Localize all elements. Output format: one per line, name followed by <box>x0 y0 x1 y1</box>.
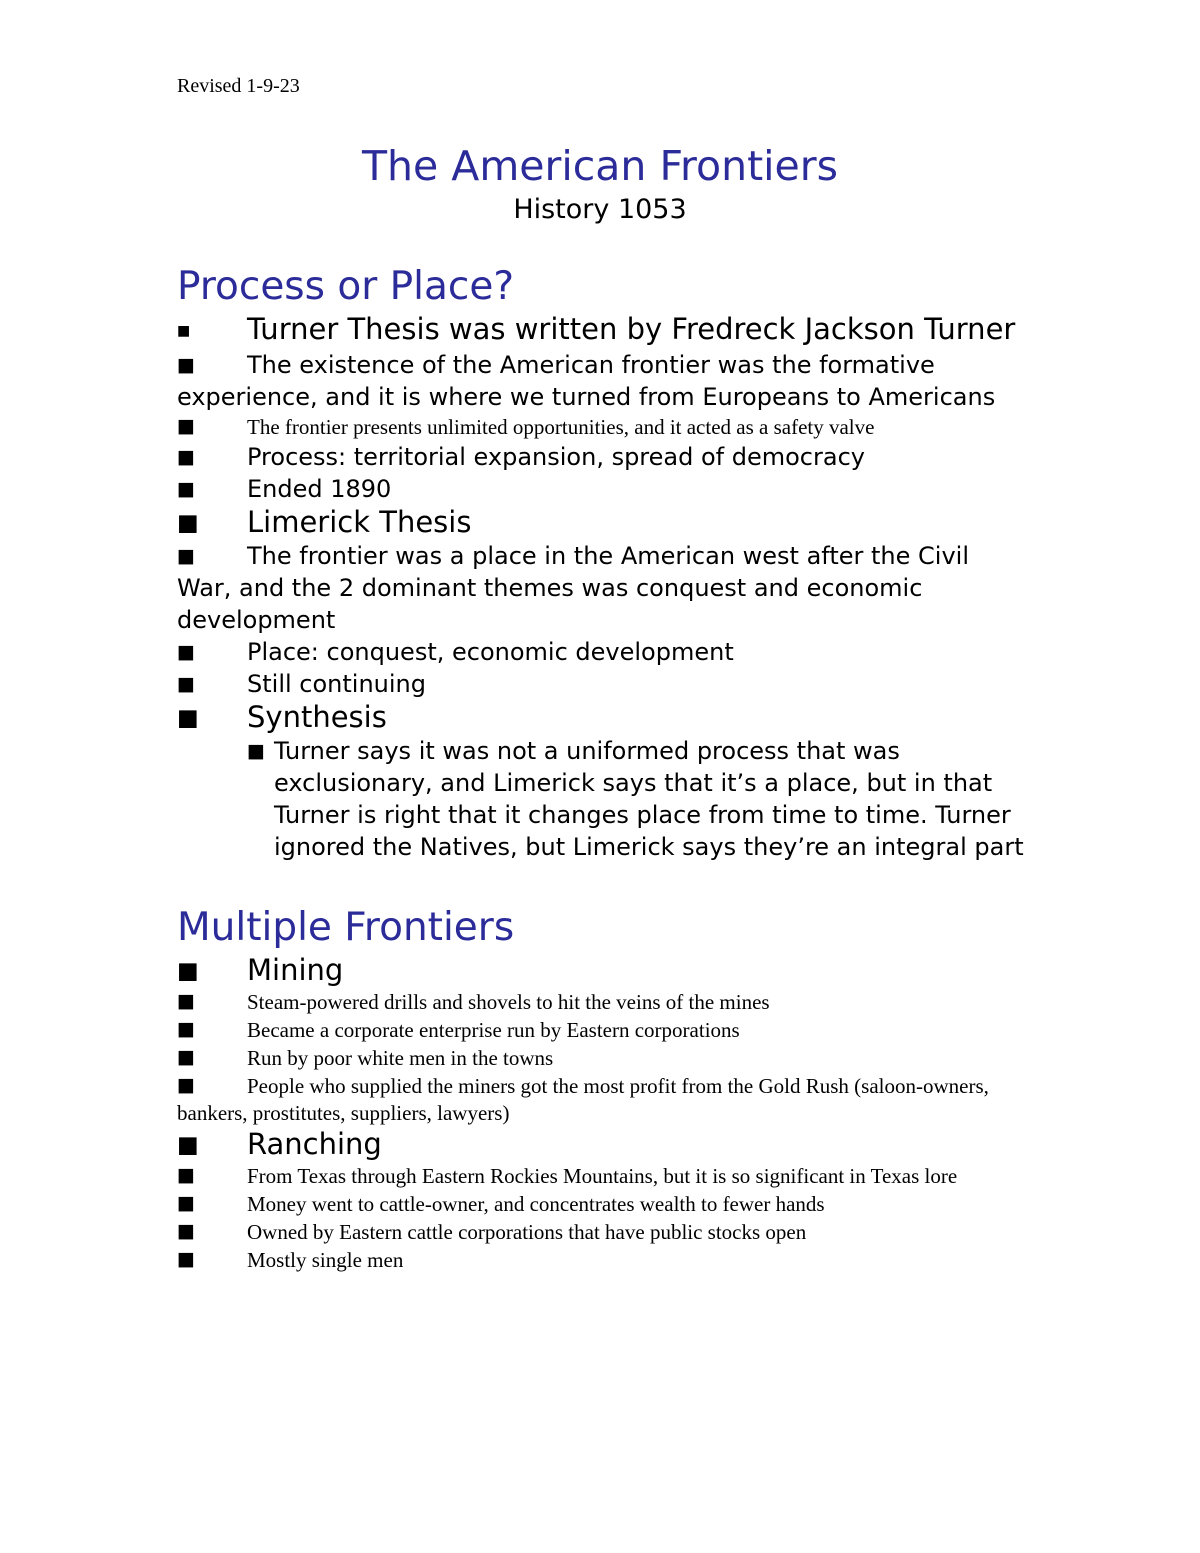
bullet-square-icon: ■ <box>177 1219 195 1242</box>
list-item <box>177 1190 1027 1218</box>
list-item <box>177 1162 1027 1190</box>
revision-date: Revised 1-9-23 <box>177 75 300 97</box>
bullet-square-icon: ■ <box>177 544 195 567</box>
list-item <box>177 540 1027 636</box>
list-item <box>177 668 1027 700</box>
list-item-text: People who supplied the miners got the most profit from the Gold Rush (saloon-owners, bankers, prostitutes, suppliers, lawyers) <box>177 1073 989 1125</box>
bullet-square-icon: ■ <box>177 353 195 376</box>
bullet-square-icon: ■ <box>177 672 195 695</box>
list-item-text: Synthesis <box>247 699 387 734</box>
list-item-text: Mining <box>247 952 344 987</box>
list-item <box>177 441 1027 473</box>
list-item-text: Place: conquest, economic development <box>247 637 734 666</box>
bullet-square-icon: ■ <box>177 509 199 536</box>
title-block <box>0 140 1200 228</box>
bullet-square-icon: ■ <box>177 1045 195 1068</box>
bullet-square-icon: ■ <box>177 477 195 500</box>
list-item-text: Mostly single men <box>247 1247 404 1272</box>
document-subtitle: History 1053 <box>513 194 687 225</box>
list-item-text: Ranching <box>247 1126 382 1161</box>
list-item-text: Ended 1890 <box>247 474 392 503</box>
list-item-text: Still continuing <box>247 669 426 698</box>
list-item <box>177 413 1027 441</box>
bullet-square-icon: ■ <box>177 414 195 437</box>
sub-list-item <box>247 735 1027 863</box>
list-item-text: Owned by Eastern cattle corporations that have public stocks open <box>247 1219 807 1244</box>
list-item <box>177 1072 1027 1127</box>
list-item-text: Became a corporate enterprise run by Eastern corporations <box>247 1017 740 1042</box>
list-item-text: Process: territorial expansion, spread of democracy <box>247 442 865 471</box>
bullet-square-icon: ■ <box>177 989 195 1012</box>
list-item <box>177 505 1027 540</box>
bullet-square-icon: ■ <box>177 1131 199 1158</box>
bullet-square-icon: ■ <box>177 704 199 731</box>
bullet-square-icon: ■ <box>177 322 191 339</box>
list-item-text: Run by poor white men in the towns <box>247 1045 554 1070</box>
list-item-text: Limerick Thesis <box>247 504 472 539</box>
bullet-square-icon: ■ <box>177 640 195 663</box>
bullet-square-icon: ■ <box>177 1191 195 1214</box>
section-heading-process-or-place: Process or Place? <box>177 264 515 309</box>
list-item <box>177 1016 1027 1044</box>
list-item <box>177 988 1027 1016</box>
list-item-text: From Texas through Eastern Rockies Mountains, but it is so significant in Texas lore <box>247 1163 958 1188</box>
bullet-square-icon: ■ <box>177 957 199 984</box>
list-item-text: The frontier presents unlimited opportunities, and it acted as a safety valve <box>247 414 875 439</box>
bullet-square-icon: ■ <box>177 445 195 468</box>
list-item <box>177 953 1027 988</box>
document-page <box>177 72 1027 1274</box>
bullet-square-icon: ■ <box>177 1163 195 1186</box>
bullet-square-icon: ■ <box>177 1073 195 1096</box>
list-item <box>177 1218 1027 1246</box>
list-item <box>177 1246 1027 1274</box>
list-item-text: The frontier was a place in the American west after the Civil War, and the 2 dominant themes was conquest and economic development <box>177 541 969 634</box>
list-item <box>177 312 1027 349</box>
list-item <box>177 700 1027 735</box>
list-item <box>177 1127 1027 1162</box>
list-item-text: Turner Thesis was written by Fredreck Jackson Turner <box>247 312 1016 346</box>
sub-list-item-text: Turner says it was not a uniformed process that was exclusionary, and Limerick says that it’s a place, but in that Turner is right that it changes place from time to time. Turner ignored the Natives, but Limerick says they’re an integral part <box>274 736 1024 861</box>
list-item-text: Steam-powered drills and shovels to hit the veins of the mines <box>247 989 770 1014</box>
list-item <box>177 636 1027 668</box>
bullet-square-icon: ■ <box>247 739 265 762</box>
bullet-square-icon: ■ <box>177 1247 195 1270</box>
list-item <box>177 473 1027 505</box>
section-heading-multiple-frontiers: Multiple Frontiers <box>177 904 515 950</box>
document-title: The American Frontiers <box>362 142 838 190</box>
bullet-square-icon: ■ <box>177 1017 195 1040</box>
list-item-text: Money went to cattle-owner, and concentrates wealth to fewer hands <box>247 1191 825 1216</box>
list-item <box>177 1044 1027 1072</box>
list-item-text: The existence of the American frontier was the formative experience, and it is where we turned from Europeans to Americans <box>177 350 996 411</box>
list-item <box>177 349 1027 413</box>
